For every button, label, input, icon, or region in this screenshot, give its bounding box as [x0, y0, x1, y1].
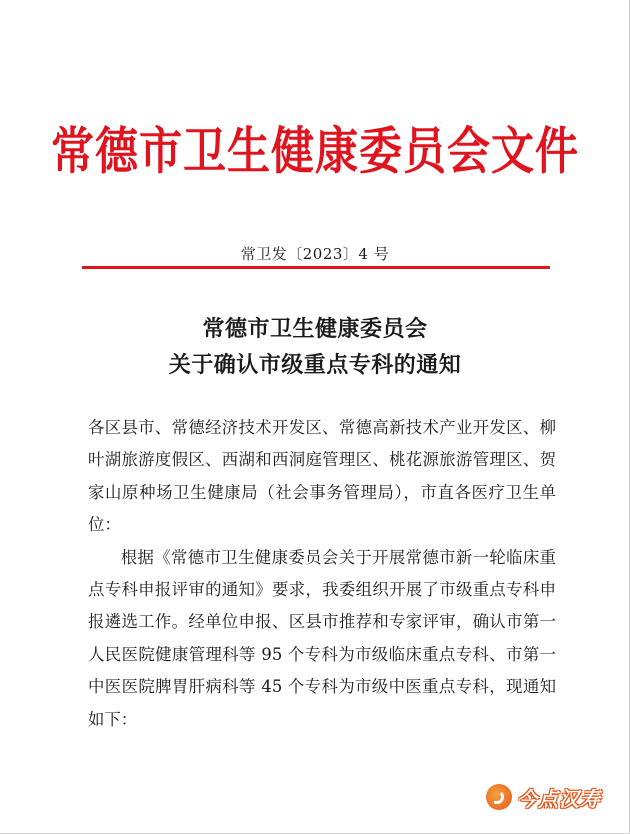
- addressee-line: 家山原种场卫生健康局（社会事务管理局），市直各医疗卫生单: [88, 482, 556, 502]
- jindian-logo-icon: [486, 784, 512, 810]
- paragraph-line: 根据《常德市卫生健康委员会关于开展常德市新一轮临床重: [120, 547, 556, 567]
- document-number: 常卫发〔2023〕4 号: [240, 245, 390, 263]
- addressee-line: 叶湖旅游度假区、西湖和西洞庭管理区、桃花源旅游管理区、贺: [88, 450, 556, 470]
- addressee-line: 位：: [88, 515, 121, 535]
- paragraph-line: 报遴选工作。经单位申报、区县市推荐和专家评审，确认市第一: [88, 612, 556, 632]
- paragraph-line: 点专科申报评审的通知》要求，我委组织开展了市级重点专科申: [88, 580, 556, 600]
- notice-title-line-2: 关于确认市级重点专科的通知: [168, 352, 462, 378]
- document-header-title: 常德市卫生健康委员会文件: [51, 122, 579, 182]
- watermark-text: 今点汉寿: [517, 786, 601, 811]
- addressee-line: 各区县市、常德经济技术开发区、常德高新技术产业开发区、柳: [88, 418, 556, 437]
- watermark: [486, 780, 601, 814]
- document-body: [88, 412, 556, 736]
- paragraph-line: 如下：: [88, 709, 138, 729]
- paragraph-line: 人民医院健康管理科等 95 个专科为市级临床重点专科、市第一: [88, 644, 556, 664]
- header-red-rule: [82, 266, 550, 269]
- paragraph-line: 中医医院脾胃肝病科等 45 个专科为市级中医重点专科，现通知: [88, 677, 556, 697]
- notice-title-line-1: 常德市卫生健康委员会: [202, 316, 428, 342]
